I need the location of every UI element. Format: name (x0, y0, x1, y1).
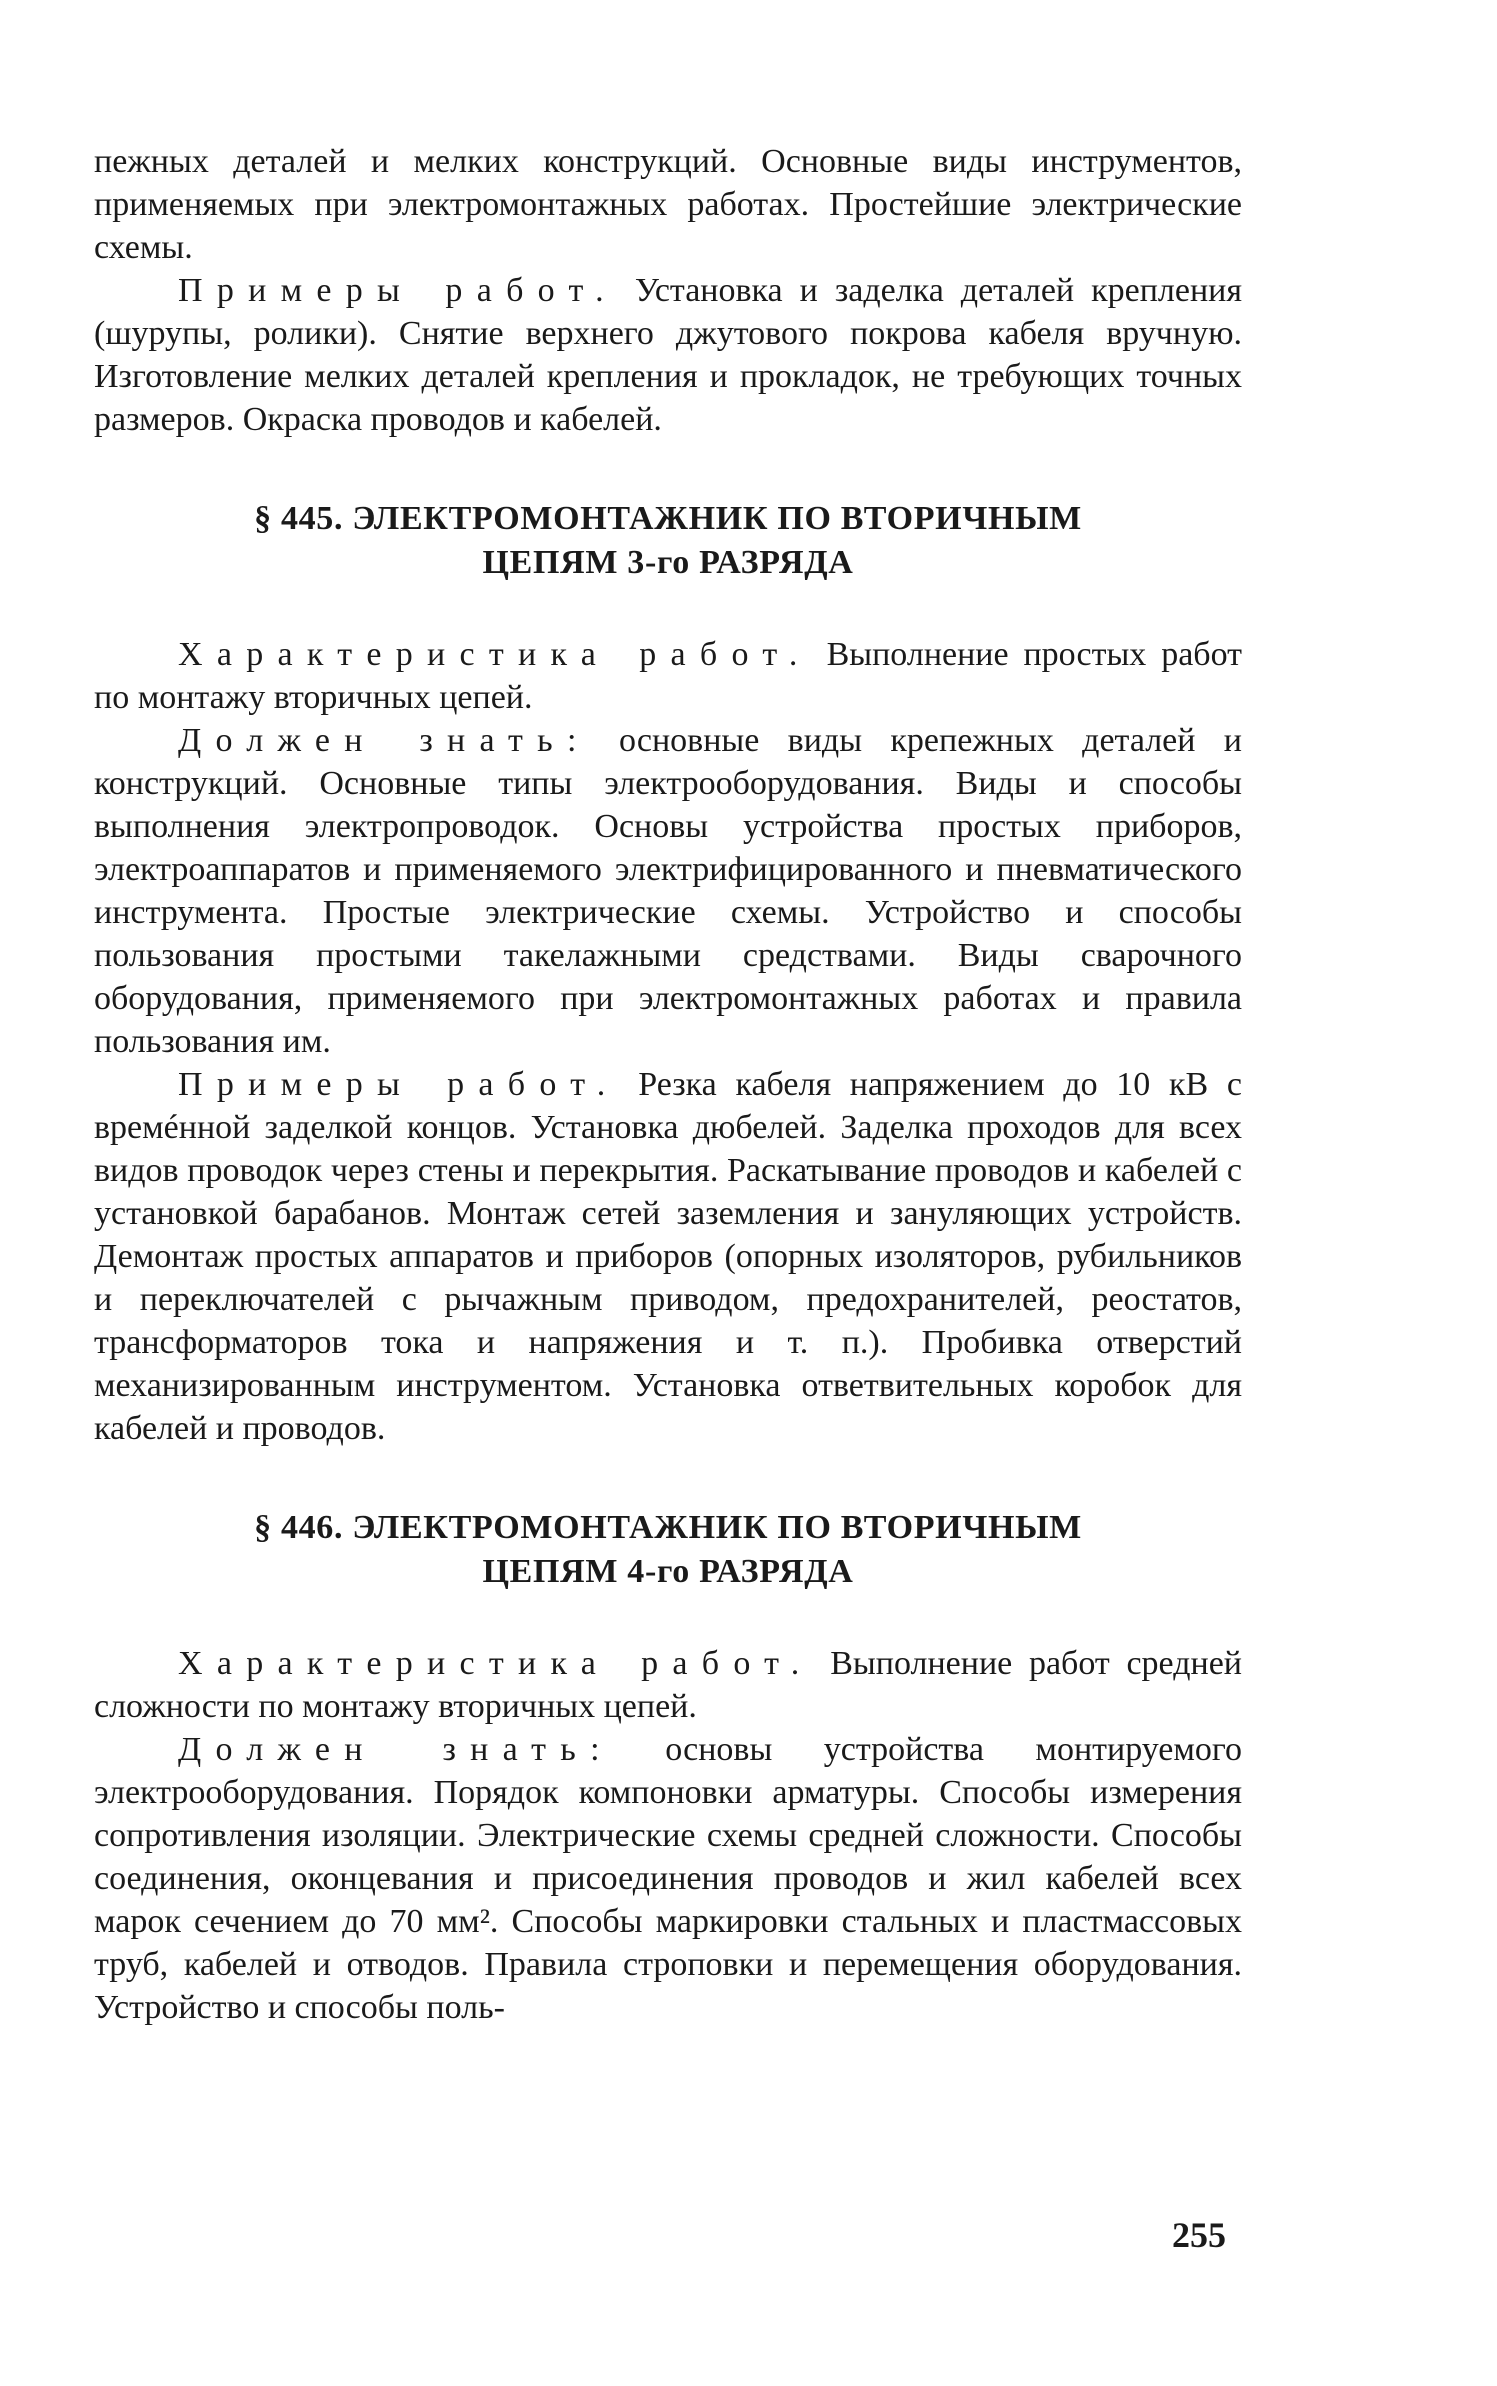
section-445-heading (94, 497, 1242, 585)
must-know-text: основные виды крепежных деталей и конструкций. Основные типы электрооборудования. Виды и способы выполнения электропроводок. Основы устройства простых приборов, электроаппаратов и применяемого электрифицированного и пневматического инструмента. Простые электрические схемы. Устройство и способы пользования простыми такелажными средствами. Виды сварочного оборудования, применяемого при электромонтажных работах и правила пользования им. (94, 722, 1242, 1060)
page-body (94, 140, 1242, 2029)
section-445-must-know (94, 719, 1242, 1063)
examples-label: Примеры работ. (178, 1066, 620, 1103)
examples-label: Примеры работ. (178, 272, 618, 309)
section-446-heading (94, 1506, 1242, 1594)
section-446-must-know (94, 1728, 1242, 2029)
page-number: 255 (1172, 2215, 1226, 2255)
section-445-characteristics (94, 633, 1242, 719)
examples-text: Резка кабеля напряжением до 10 кВ с времéнной заделкой концов. Установка дюбелей. Заделка проходов для всех видов проводок через стены и перекрытия. Раскатывание проводов и кабелей с установкой барабанов. Монтаж сетей заземления и зануляющих устройств. Демонтаж простых аппаратов и приборов (опорных изоляторов, рубильников и переключателей с рычажным приводом, предохранителей, реостатов, трансформаторов тока и напряжения и т. п.). Пробивка отверстий механизированным инструментом. Установка ответвительных коробок для кабелей и проводов. (94, 1066, 1242, 1447)
characteristics-label: Характеристика работ. (178, 1645, 814, 1682)
must-know-label: Должен знать: (178, 722, 591, 759)
section-445-heading-line2: ЦЕПЯМ 3-го РАЗРЯДА (482, 544, 854, 581)
characteristics-label: Характеристика работ. (178, 636, 812, 673)
intro-examples-paragraph (94, 269, 1242, 441)
characteristics-text: Выполнение простых работ по монтажу вторичных цепей. (94, 636, 1242, 716)
characteristics-text: Выполнение работ средней сложности по монтажу вторичных цепей. (94, 1645, 1242, 1725)
section-445-examples (94, 1063, 1242, 1450)
examples-text: Установка и заделка деталей крепления (шурупы, ролики). Снятие верхнего джутового покрова кабеля вручную. Изготовление мелких деталей крепления и прокладок, не требующих точных размеров. Окраска проводов и кабелей. (94, 272, 1242, 438)
must-know-text: основы устройства монтируемого электрооборудования. Порядок компоновки арматуры. Способы измерения сопротивления изоляции. Электрические схемы средней сложности. Способы соединения, оконцевания и присоединения проводов и жил кабелей всех марок сечением до 70 мм². Способы маркировки стальных и пластмассовых труб, кабелей и отводов. Правила строповки и перемещения оборудования. Устройство и способы поль- (94, 1731, 1242, 2026)
intro-paragraph: пежных деталей и мелких конструкций. Основные виды инструментов, применяемых при электромонтажных работах. Простейшие электрические схемы. (94, 143, 1242, 266)
section-445-heading-line1: § 445. ЭЛЕКТРОМОНТАЖНИК ПО ВТОРИЧНЫМ (254, 500, 1082, 537)
section-446-characteristics (94, 1642, 1242, 1728)
section-446-heading-line2: ЦЕПЯМ 4-го РАЗРЯДА (482, 1553, 854, 1590)
section-446-heading-line1: § 446. ЭЛЕКТРОМОНТАЖНИК ПО ВТОРИЧНЫМ (254, 1509, 1082, 1546)
must-know-label: Должен знать: (178, 1731, 614, 1768)
